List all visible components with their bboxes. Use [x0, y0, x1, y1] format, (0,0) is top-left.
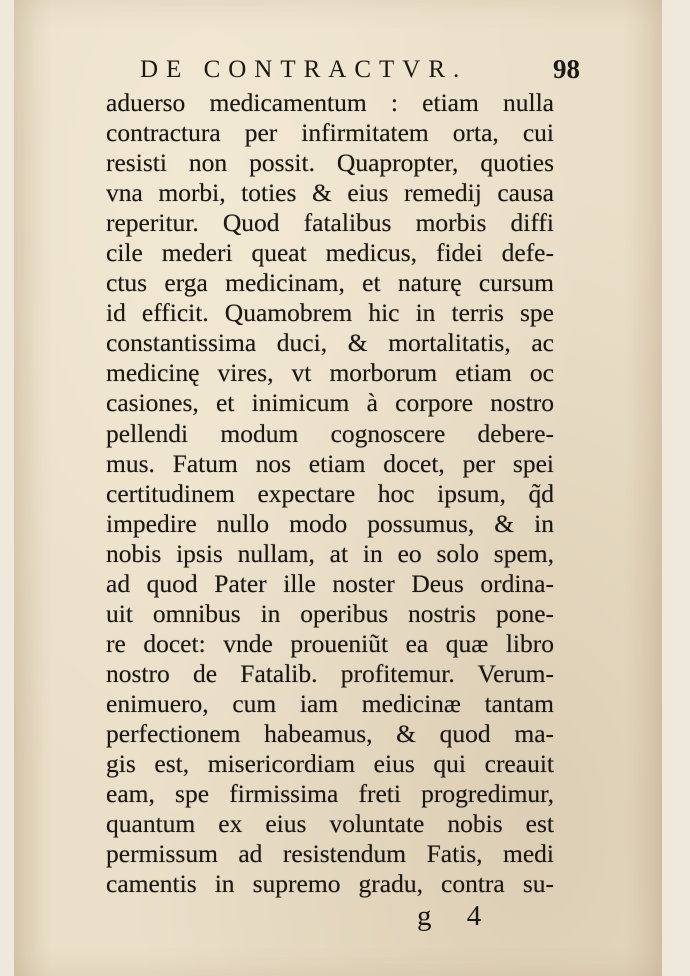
text-line: certitudinem expectare hoc ipsum, q̃d [106, 478, 554, 508]
text-line: contractura per infirmitatem orta, cui [106, 118, 554, 148]
text-line: cile mederi queat medicus, fidei defe- [106, 238, 554, 268]
text-line: quantum ex eius voluntate nobis est [106, 809, 554, 839]
text-line: re docet: vnde proueniũt ea quæ libro [106, 628, 554, 658]
text-line: impedire nullo modo possumus, & in [106, 508, 554, 538]
text-line: gis est, misericordiam eius qui creauit [106, 749, 554, 779]
text-line: aduerso medicamentum : etiam nulla [106, 88, 554, 117]
signature-mark: g 4 [417, 900, 496, 932]
text-line: reperitur. Quod fatalibus morbis diffi [106, 208, 554, 238]
book-page [14, 0, 662, 976]
text-line: mus. Fatum nos etiam docet, per spei [106, 448, 554, 478]
text-line: medicinę vires, vt morborum etiam oc [106, 358, 554, 388]
text-line: id efficit. Quamobrem hic in terris spe [106, 298, 554, 328]
text-line: uit omnibus in operibus nostris pone- [106, 598, 554, 628]
text-line: ad quod Pater ille noster Deus ordina- [106, 568, 554, 598]
text-line: constantissima duci, & mortalitatis, ac [106, 328, 554, 358]
text-line: enimuero, cum iam medicinæ tantam [106, 688, 554, 718]
page-number: 98 [553, 54, 580, 84]
running-title: DE CONTRACTVR. [140, 56, 468, 83]
text-line: resisti non possit. Quapropter, quoties [106, 148, 554, 178]
text-line: camentis in supremo gradu, contra su- [106, 869, 554, 899]
text-line: casiones, et inimicum à corpore nostro [106, 388, 554, 418]
text-line: vna morbi, toties & eius remedij causa [106, 178, 554, 208]
text-line: nostro de Fatalib. profitemur. Verum- [106, 658, 554, 688]
text-line: eam, spe firmissima freti progredimur, [106, 779, 554, 809]
text-line: nobis ipsis nullam, at in eo solo spem, [106, 538, 554, 568]
body-text [106, 88, 554, 899]
text-line: ctus erga medicinam, et naturę cursum [106, 268, 554, 298]
text-line: pellendi modum cognoscere debere- [106, 418, 554, 448]
text-line: permissum ad resistendum Fatis, medi [106, 839, 554, 869]
text-line: perfectionem habeamus, & quod ma- [106, 718, 554, 748]
